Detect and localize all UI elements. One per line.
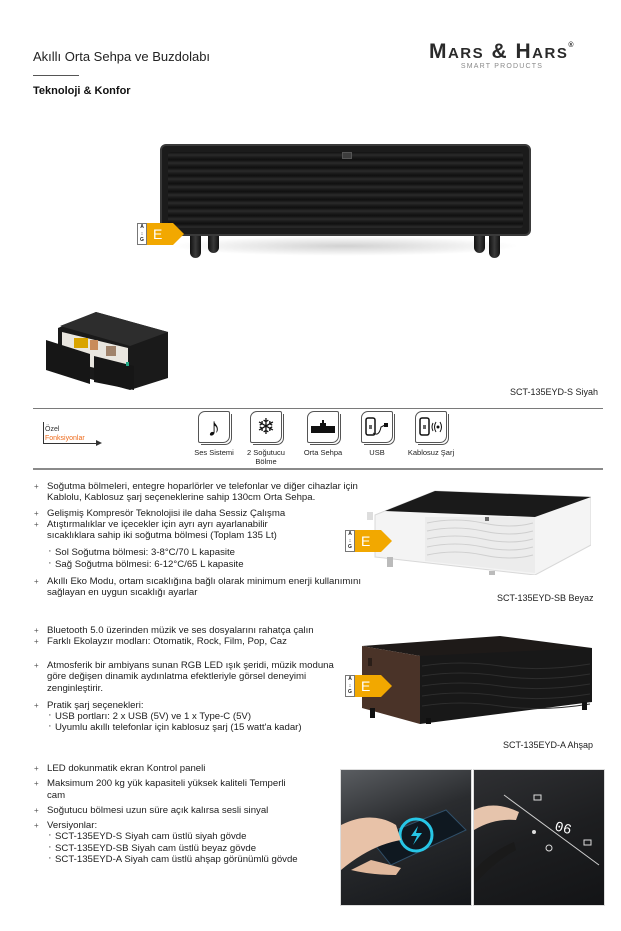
usb-phone-icon [361,411,393,443]
energy-label [345,675,381,697]
snowflake-icon: ❄ [250,411,282,443]
section-divider [33,408,603,409]
brand-name [402,40,602,64]
product-caption: SCT-135EYD-A Ahşap [503,740,594,750]
brand-name-text: Mars & Hars [428,40,569,63]
wireless-charging-photo [340,769,472,906]
feature-label: Ses Sistemi [194,448,234,457]
feature-two-compartments [236,411,296,466]
feature-item: + Pratik şarj seçenekleri: [34,700,354,711]
feature-item: + Atıştırmalıklar ve içecekler için ayrı ayrı ayarlanabilir sıcaklıklara sahip iki soğutma bölmesi (Toplam 135 Lt) [34,519,312,542]
special-functions-label [45,425,85,443]
wireless-charging-icon [415,411,447,443]
svg-text:06: 06 [552,819,574,840]
sensor [342,152,352,159]
feature-wireless-charging [401,411,461,457]
feature-subitem: · Sol Soğutma bölmesi: 3-8°C/70 L kapasite [34,547,374,558]
label-bracket [43,443,99,444]
touch-control-panel-photo [473,769,605,906]
feature-label: 2 Soğutucu Bölme [247,448,285,466]
label-line1: Özel [45,426,60,433]
feature-label: Kablosuz Şarj [407,448,455,457]
brand-logo [402,40,602,70]
section-divider [33,468,603,470]
feature-sound-system [184,411,244,457]
section-subtitle: Teknoloji & Konfor [33,85,131,97]
feature-item: + Akıllı Eko Modu, ortam sıcaklığına bağlı olarak minimum enerji kullanımını sağlayan en uygun sıcaklığı ayarlar [34,576,367,599]
feature-list-lighting-charging [34,660,354,734]
label-bracket [43,422,44,444]
feature-subitem: · SCT-135EYD-S Siyah cam üstlü siyah gövde [34,831,334,842]
energy-class-badge: E [147,223,173,245]
product-caption: SCT-135EYD-SB Beyaz [497,593,594,603]
product-shadow [170,236,520,256]
product-caption: SCT-135EYD-S Siyah [510,387,599,397]
feature-coffee-table [293,411,353,457]
feature-list-cooling [34,481,374,599]
feature-item: + Farklı Ekolayzır modları: Otomatik, Rock, Film, Pop, Caz [34,636,374,647]
label-line2: Fonksiyonlar [45,435,85,442]
feature-list-general [34,763,334,865]
feature-item: + Soğutma bölmeleri, entegre hoparlörler ve telefonlar ve diğer cihazlar için Kablolu, Kablosuz şarj seçeneklerine sahip 130cm Orta Sehpa. [34,481,374,504]
brand-tagline: SMART PRODUCTS [460,63,544,70]
feature-subitem: · Sağ Soğutma bölmesi: 6-12°C/65 L kapasite [34,559,374,570]
energy-class-badge: E [355,675,381,697]
feature-label: USB [369,448,385,457]
feature-item: + Atmosferik bir ambiyans sunan RGB LED ışık şeridi, müzik moduna göre değişen dinamik aydınlatma efektleriyle görsel deneyimi zenginleştirir. [34,660,354,694]
feature-item: + LED dokunmatik ekran Kontrol paneli [34,763,334,774]
feature-list-audio [34,625,374,648]
open-drawers-product-image [38,310,168,390]
energy-class-badge: E [355,530,381,552]
energy-scale: A ↕ G [345,530,355,552]
hero-product-image [160,144,531,236]
energy-label [345,530,381,552]
energy-scale: A ↕ G [137,223,147,245]
music-note-icon: ♪ [198,411,230,443]
feature-subitem: · Uyumlu akıllı telefonlar için kablosuz şarj (15 watt'a kadar) [34,722,354,733]
feature-item: + Gelişmiş Kompresör Teknolojisi ile daha Sessiz Çalışma [34,508,374,519]
coffee-table-icon [307,411,339,443]
title-divider [33,75,79,76]
arrow-right-icon [96,440,102,446]
energy-label [137,223,173,245]
wood-product-image [360,632,592,724]
white-product-image [365,487,591,575]
feature-item: + Soğutucu bölmesi uzun süre açık kalırsa sesli sinyal [34,805,334,816]
feature-label: Orta Sehpa [303,448,343,457]
feature-subitem: · SCT-135EYD-A Siyah cam üstlü ahşap görünümlü gövde [34,854,334,865]
energy-scale: A ↕ G [345,675,355,697]
feature-item: + Maksimum 200 kg yük kapasiteli yüksek kaliteli Temperli cam [34,778,287,801]
page-title: Akıllı Orta Sehpa ve Buzdolabı [33,49,211,64]
feature-usb [347,411,407,457]
feature-item: + Bluetooth 5.0 üzerinden müzik ve ses dosyalarını rahatça çalın [34,625,374,636]
feature-subitem: · USB portları: 2 x USB (5V) ve 1 x Type-C (5V) [34,711,354,722]
feature-item: + Versiyonlar: [34,820,334,831]
feature-subitem: · SCT-135EYD-SB Siyah cam üstlü beyaz gövde [34,843,334,854]
speaker-grille-pattern [168,152,523,228]
registered-mark: ® [568,42,575,49]
